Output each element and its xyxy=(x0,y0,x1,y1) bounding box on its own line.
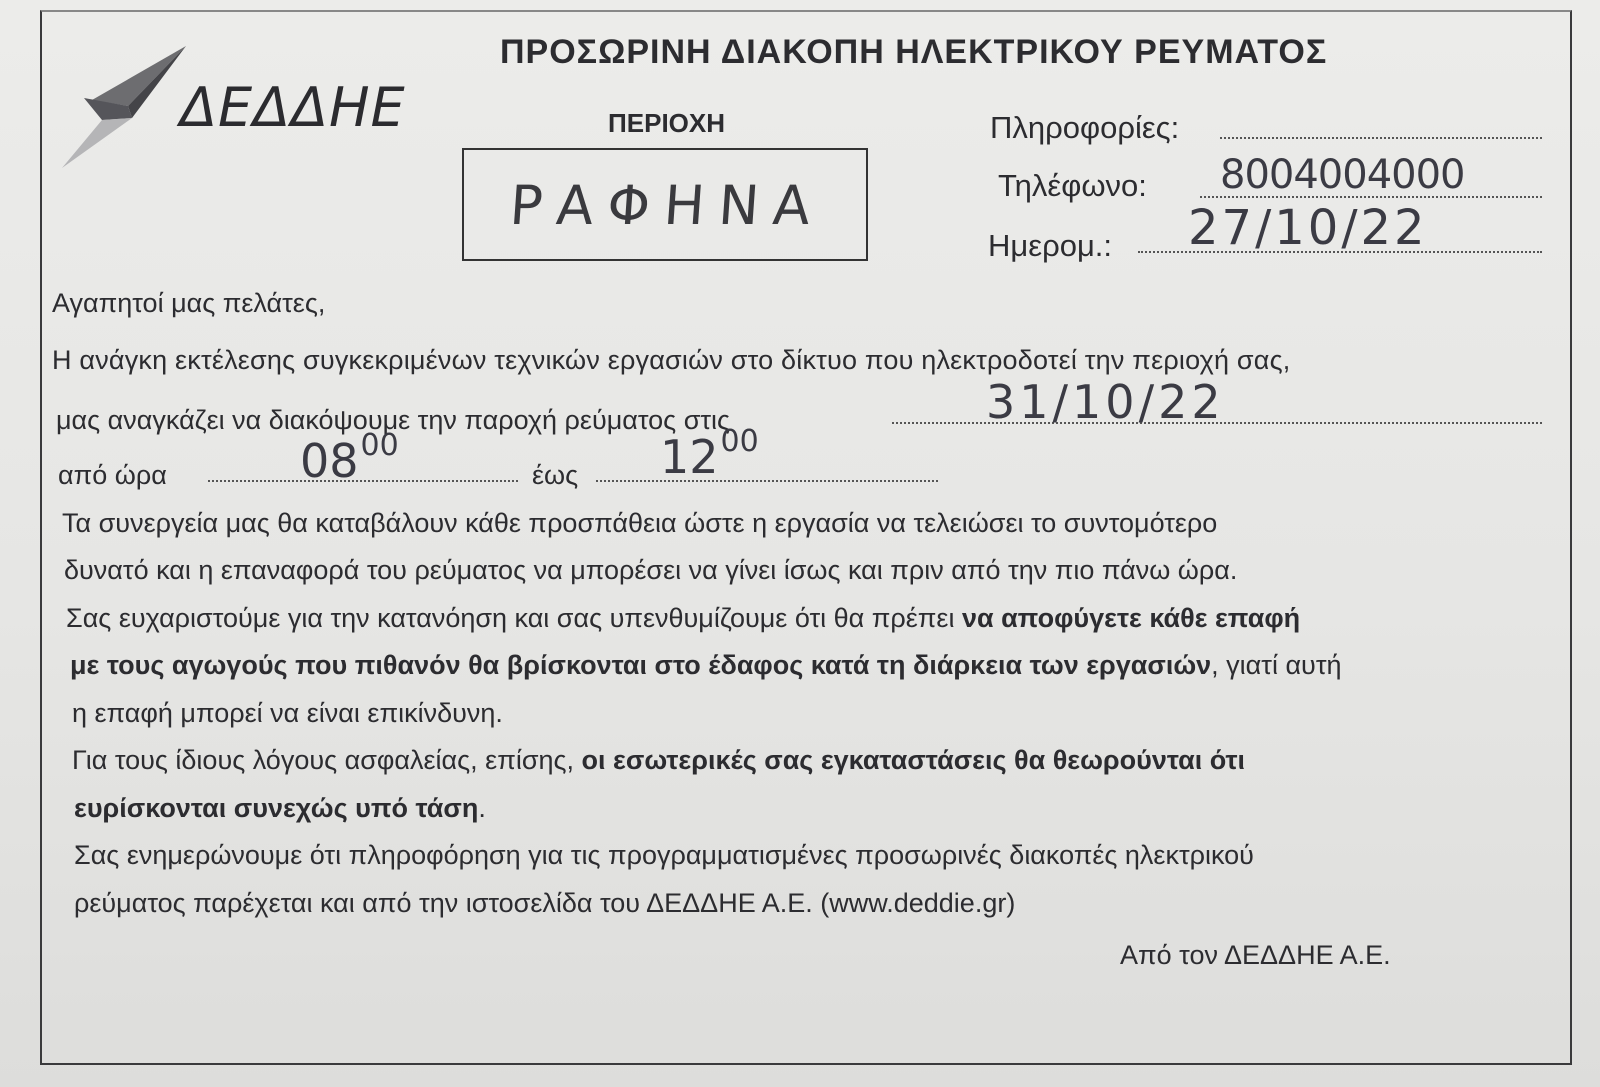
from-time xyxy=(300,428,399,488)
body-line-10-bold: ευρίσκονται συνεχώς υπό τάση xyxy=(74,793,479,823)
date-value: 27/10/22 xyxy=(1188,200,1428,256)
body-line-7-bold: με τους αγωγούς που πιθανόν θα βρίσκονται στο έδαφος κατά τη διάρκεια των εργασιών xyxy=(70,650,1212,680)
to-label: έως xyxy=(532,460,579,490)
page-title: ΠΡΟΣΩΡΙΝΗ ΔΙΑΚΟΠΗ ΗΛΕΚΤΡΙΚΟΥ ΡΕΥΜΑΤΟΣ xyxy=(500,33,1328,71)
from-label: από ώρα xyxy=(58,460,167,490)
body-line-9-bold: οι εσωτερικές σας εγκαταστάσεις θα θεωρούνται ότι xyxy=(581,745,1246,775)
from-minutes: 00 xyxy=(360,428,399,463)
body-line-9-normal: Για τους ίδιους λόγους ασφαλείας, επίσης, xyxy=(72,745,582,775)
greeting: Αγαπητοί μας πελάτες, xyxy=(52,288,326,318)
body-line-7 xyxy=(70,650,1342,681)
date-label: Ημερομ.: xyxy=(988,228,1113,263)
logo-text: ΔΕΔΔΗΕ xyxy=(180,76,406,139)
area-label: ΠΕΡΙΟΧΗ xyxy=(608,108,726,138)
body-line-1: Η ανάγκη εκτέλεσης συγκεκριμένων τεχνικών εργασιών στο δίκτυο που ηλεκτροδοτεί την περιοχή σας, xyxy=(52,345,1291,375)
body-line-4: Τα συνεργεία μας θα καταβάλουν κάθε προσπάθεια ώστε η εργασία να τελειώσει το συντομότερο xyxy=(62,508,1218,538)
body-line-10 xyxy=(74,793,486,824)
outage-date: 31/10/22 xyxy=(986,375,1225,429)
body-line-10-normal: . xyxy=(478,793,486,823)
phone-value: 8004004000 xyxy=(1220,152,1465,198)
to-time xyxy=(660,424,759,484)
to-dotted-line xyxy=(596,480,938,482)
body-line-6-bold: να αποφύγετε κάθε επαφή xyxy=(961,603,1301,633)
area-value: ΡΑΦΗΝΑ xyxy=(507,174,827,237)
body-line-11: Σας ενημερώνουμε ότι πληροφόρηση για τις προγραμματισμένες προσωρινές διακοπές ηλεκτρικού xyxy=(74,840,1254,870)
info-label: Πληροφορίες: xyxy=(990,110,1180,145)
body-line-12: ρεύματος παρέχεται και από την ιστοσελίδα του ΔΕΔΔΗΕ Α.Ε. (www.deddie.gr) xyxy=(74,888,1016,918)
to-hour: 12 xyxy=(660,430,719,484)
body-line-5: δυνατό και η επαναφορά του ρεύματος να μπορέσει να γίνει ίσως και πριν από την πιο πάνω ώρα. xyxy=(64,555,1238,585)
to-minutes: 00 xyxy=(720,424,759,459)
body-line-6 xyxy=(66,603,1300,634)
signature: Από τον ΔΕΔΔΗΕ Α.Ε. xyxy=(1120,940,1391,970)
body-line-9 xyxy=(72,745,1245,776)
body-line-7-normal: , γιατί αυτή xyxy=(1211,650,1342,680)
body-line-8: η επαφή μπορεί να είναι επικίνδυνη. xyxy=(72,698,503,728)
body-line-2: μας αναγκάζει να διακόψουμε την παροχή ρεύματος στις xyxy=(56,405,731,435)
body-line-6-normal: Σας ευχαριστούμε για την κατανόηση και σας υπενθυμίζουμε ότι θα πρέπει xyxy=(66,603,962,633)
from-hour: 08 xyxy=(300,434,359,488)
phone-label: Τηλέφωνο: xyxy=(998,168,1147,203)
